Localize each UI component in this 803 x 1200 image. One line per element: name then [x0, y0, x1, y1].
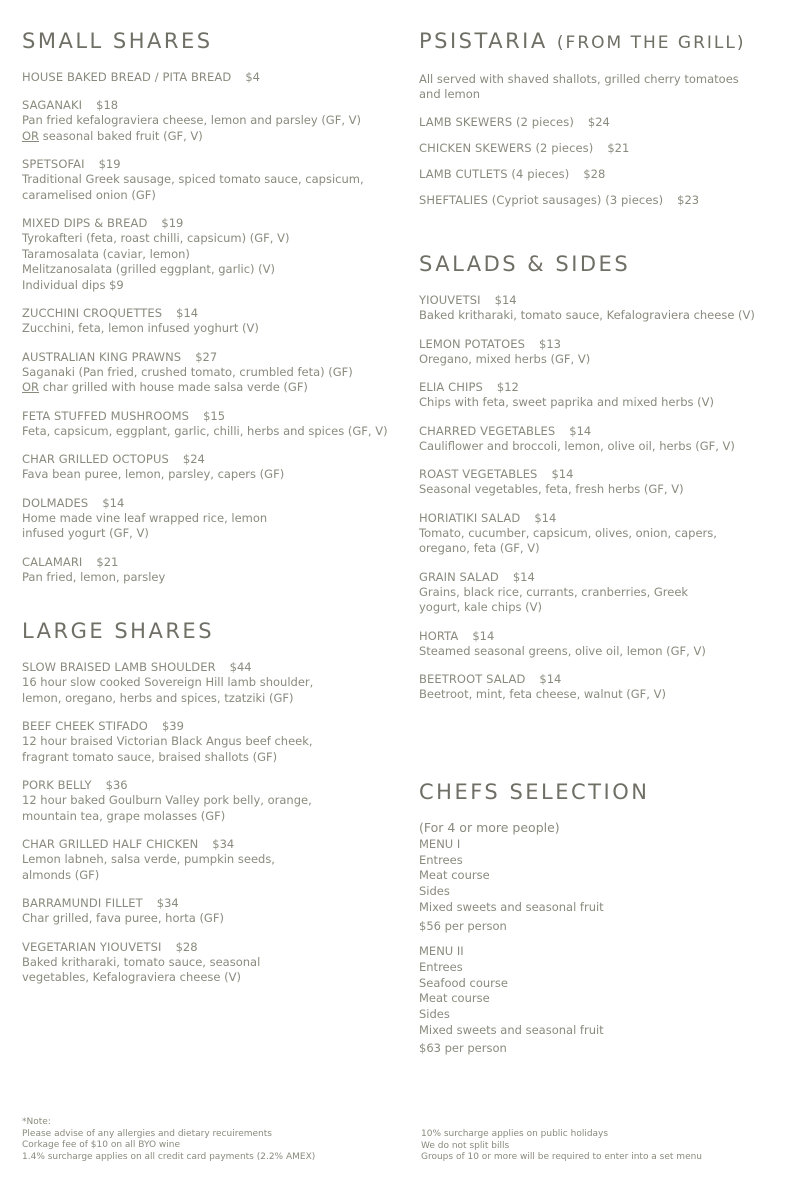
menu-item-name: MIXED DIPS & BREAD	[22, 216, 148, 230]
menu-item-header	[22, 70, 392, 85]
menu-item-price: $21	[96, 554, 119, 569]
underlined-word: OR	[22, 380, 40, 394]
description-text: fragrant tomato sauce, braised shallots (GF)	[22, 749, 278, 764]
menu-item-price: $14	[539, 672, 562, 686]
menu-item-name: VEGETARIAN YIOUVETSI	[22, 939, 162, 954]
menu-item-name: AUSTRALIAN KING PRAWNS	[22, 349, 182, 364]
description-line	[22, 247, 392, 263]
description-line	[419, 308, 789, 324]
description-text: Tyrokafteri (feta, roast chilli, capsicum) (GF, V)	[22, 231, 290, 245]
description-line	[22, 262, 392, 278]
salads-sides-list	[419, 293, 789, 703]
description-line	[22, 675, 392, 691]
description-line	[22, 970, 392, 986]
menu-item-name: PORK BELLY	[22, 778, 92, 792]
menu-item-description	[22, 231, 392, 293]
salads-sides-section	[419, 251, 789, 716]
menu-item-header	[419, 115, 789, 130]
set-menu-course: Mixed sweets and seasonal fruit	[419, 1022, 604, 1037]
set-menu-price: $63 per person	[419, 1041, 507, 1056]
menu-item	[419, 167, 789, 182]
description-text: Beetroot, mint, feta cheese, walnut (GF, V)	[419, 687, 666, 701]
menu-item-header	[22, 350, 392, 365]
description-line	[419, 541, 789, 557]
description-text: Baked kritharaki, tomato sauce, Kefalograviera cheese (V)	[419, 308, 755, 322]
menu-item-price: $14	[534, 510, 557, 525]
set-menu-name: MENU I	[419, 837, 461, 851]
description-text: lemon, oregano, herbs and spices, tzatziki (GF)	[22, 690, 294, 705]
description-text: Feta, capsicum, eggplant, garlic, chilli, herbs and spices (GF, V)	[22, 423, 388, 438]
note-line: Please advise of any allergies and dietary recuirements	[22, 1128, 272, 1139]
menu-item-price: $34	[156, 896, 179, 910]
menu-item-description	[22, 570, 392, 586]
menu-item-header	[22, 660, 392, 675]
menu-item-description	[419, 687, 789, 703]
menu-item	[22, 940, 392, 986]
description-line	[22, 113, 392, 129]
description-text: Home made vine leaf wrapped rice, lemon	[22, 510, 268, 525]
description-text: Traditional Greek sausage, spiced tomato sauce, capsicum,	[22, 172, 364, 186]
description-line	[22, 526, 392, 542]
menu-item-description	[419, 482, 789, 498]
menu-item-name: HORTA	[419, 628, 459, 643]
set-menu-course: Meat course	[419, 868, 490, 883]
menu-item-price: $4	[245, 70, 260, 84]
underlined-word: OR	[22, 128, 40, 143]
description-line	[419, 644, 789, 660]
description-text: Saganaki (Pan fried, crushed tomato, crumbled feta) (GF)	[22, 364, 353, 379]
description-text: char grilled with house made salsa verde (GF)	[39, 380, 308, 394]
menu-item-header	[419, 570, 789, 585]
description-line	[22, 852, 392, 868]
menu-item	[22, 719, 392, 765]
menu-item-description	[22, 365, 392, 396]
menu-item	[419, 115, 789, 130]
set-menu-course: Entrees	[419, 852, 463, 867]
description-line	[419, 439, 789, 455]
menu-item-description	[419, 439, 789, 455]
menu-item	[22, 778, 392, 824]
menu-item-description	[22, 675, 392, 706]
menu-item-price: $14	[512, 569, 535, 584]
description-text: Melitzanosalata (grilled eggplant, garlic) (V)	[22, 262, 276, 276]
description-text: Tomato, cucumber, capsicum, olives, onion, capers,	[419, 525, 717, 540]
description-text: Individual dips $9	[22, 277, 124, 292]
description-text: vegetables, Kefalograviera cheese (V)	[22, 970, 241, 984]
menu-item-header	[22, 719, 392, 734]
menu-item-name: LAMB CUTLETS (4 pieces)	[419, 167, 570, 181]
description-text: infused yogurt (GF, V)	[22, 526, 149, 540]
description-line	[419, 526, 789, 542]
menu-item-header	[22, 157, 392, 172]
menu-item-description	[22, 734, 392, 765]
set-menu-price: $56 per person	[419, 918, 507, 933]
menu-item	[419, 380, 789, 411]
menu-item-name: SAGANAKI	[22, 98, 83, 112]
menu-item-price: $14	[551, 467, 574, 481]
menu-item-name: SHEFTALIES (Cypriot sausages) (3 pieces)	[419, 193, 664, 207]
description-line	[22, 129, 392, 145]
menu-item-header	[419, 511, 789, 526]
menu-item	[419, 570, 789, 616]
menu-item-description	[22, 911, 392, 927]
menu-item-price: $24	[587, 115, 610, 129]
small-shares-list	[22, 70, 392, 585]
menu-item-header	[22, 409, 392, 424]
menu-item-name: BARRAMUNDI FILLET	[22, 896, 143, 910]
menu-item-header	[22, 837, 392, 852]
menu-item-price: $14	[102, 495, 125, 510]
set-menu	[419, 944, 789, 1057]
description-text: 12 hour braised Victorian Black Angus beef cheek,	[22, 734, 313, 748]
menu-item-name: LEMON POTATOES	[419, 336, 526, 351]
menu-item	[22, 350, 392, 396]
description-text: Pan fried kefalograviera cheese, lemon and parsley (GF, V)	[22, 113, 362, 127]
menu-item-price: $14	[494, 293, 517, 307]
menu-item	[22, 409, 392, 440]
description-text: 12 hour baked Goulburn Valley pork belly, orange,	[22, 793, 312, 807]
chefs-selection-lead: (For 4 or more people)	[419, 820, 560, 835]
description-line	[419, 395, 789, 411]
menu-item-header	[22, 98, 392, 113]
menu-item-description	[419, 308, 789, 324]
menu-item	[419, 424, 789, 455]
description-line	[22, 911, 392, 927]
psistaria-intro	[419, 72, 789, 102]
set-menu-course: Seafood course	[419, 975, 508, 990]
description-line	[22, 809, 392, 825]
menu-item-price: $15	[203, 408, 226, 423]
set-menu-course: Meat course	[419, 991, 490, 1006]
menu-item-name: ELIA CHIPS	[419, 380, 483, 394]
description-line	[22, 188, 392, 204]
description-text: Char grilled, fava puree, horta (GF)	[22, 911, 224, 925]
menu-item-description	[22, 955, 392, 986]
psistaria-section	[419, 28, 789, 219]
note-line: Corkage fee of $10 on all BYO wine	[22, 1140, 181, 1150]
menu-item-name: CALAMARI	[22, 554, 83, 569]
menu-item-description	[22, 852, 392, 883]
menu-item	[419, 467, 789, 498]
menu-item	[22, 157, 392, 203]
description-line	[22, 172, 392, 188]
menu-item-price: $28	[175, 939, 198, 954]
description-text: Chips with feta, sweet paprika and mixed herbs (V)	[419, 395, 714, 409]
menu-item-header	[419, 629, 789, 644]
menu-item-description	[22, 172, 392, 203]
large-shares-title: LARGE SHARES	[22, 619, 215, 643]
menu-item-header	[419, 337, 789, 352]
menu-item-description	[22, 113, 392, 144]
menu-item-header	[419, 193, 789, 208]
menu-item-name: ZUCCHINI CROQUETTES	[22, 306, 163, 320]
description-text: Zucchini, feta, lemon infused yoghurt (V)	[22, 321, 259, 335]
set-menu-course: Mixed sweets and seasonal fruit	[419, 899, 604, 914]
menu-item	[22, 98, 392, 144]
menu-item-header	[419, 467, 789, 482]
menu-item-price: $28	[583, 167, 606, 181]
psistaria-items	[419, 115, 789, 208]
description-text: 16 hour slow cooked Sovereign Hill lamb shoulder,	[22, 675, 314, 689]
menu-item	[419, 511, 789, 557]
description-line	[419, 600, 789, 616]
description-line	[419, 687, 789, 703]
description-text: Taramosalata (caviar, lemon)	[22, 246, 190, 261]
note-line: 1.4% surcharge applies on all credit card payments (2.2% AMEX)	[22, 1151, 316, 1162]
menu-item-description	[419, 644, 789, 660]
menu-item-description	[22, 793, 392, 824]
menu-item-price: $34	[212, 837, 235, 851]
description-text: caramelised onion (GF)	[22, 187, 156, 202]
menu-item-price: $14	[472, 628, 495, 643]
menu-item-header	[22, 216, 392, 231]
large-shares-section	[22, 618, 392, 999]
menu-item-description	[22, 467, 392, 483]
menu-item	[22, 896, 392, 927]
description-text: Pan fried, lemon, parsley	[22, 569, 166, 584]
menu-item-name: HORIATIKI SALAD	[419, 510, 521, 525]
menu-item-header	[22, 496, 392, 511]
note-line: *Note:	[22, 1117, 51, 1127]
psistaria-intro-line: All served with shaved shallots, grilled cherry tomatoes	[419, 72, 739, 86]
menu-item-price: $19	[98, 157, 121, 171]
menu-item-description	[419, 526, 789, 557]
description-line	[419, 482, 789, 498]
menu-item-description	[419, 585, 789, 616]
description-line	[22, 380, 392, 396]
menu-item-description	[22, 321, 392, 337]
description-text: Oregano, mixed herbs (GF, V)	[419, 351, 591, 366]
description-text: Steamed seasonal greens, olive oil, lemon (GF, V)	[419, 643, 706, 658]
menu-item-description	[419, 395, 789, 411]
menu-item-price: $14	[176, 306, 199, 320]
psistaria-list	[419, 72, 789, 208]
menu-item-price: $14	[569, 423, 592, 438]
description-line	[419, 352, 789, 368]
set-menu-course: Sides	[419, 884, 450, 899]
menu-item-name: CHAR GRILLED OCTOPUS	[22, 452, 169, 466]
description-text: Seasonal vegetables, feta, fresh herbs (GF, V)	[419, 482, 684, 496]
menu-item-price: $19	[161, 216, 184, 230]
description-text: Cauliflower and broccoli, lemon, olive oil, herbs (GF, V)	[419, 438, 735, 453]
menu-item-price: $21	[607, 141, 630, 155]
psistaria-title	[419, 28, 789, 56]
menu-item	[22, 496, 392, 542]
menu-item-name: CHICKEN SKEWERS (2 pieces)	[419, 141, 594, 155]
menu-item	[419, 193, 789, 208]
menu-item-header	[419, 293, 789, 308]
menu-item-header	[419, 167, 789, 182]
menu-item-price: $44	[229, 660, 252, 674]
set-menu	[419, 837, 789, 934]
menu-item-name: ROAST VEGETABLES	[419, 467, 538, 481]
small-shares-section	[22, 28, 392, 598]
menu-item-header	[22, 896, 392, 911]
set-menu-course: Sides	[419, 1007, 450, 1022]
menu-item	[419, 672, 789, 703]
menu-item-price: $36	[105, 778, 128, 792]
description-text: almonds (GF)	[22, 867, 100, 882]
description-line	[22, 511, 392, 527]
menu-item	[22, 660, 392, 706]
description-line	[419, 585, 789, 601]
menu-item-price: $39	[161, 719, 184, 733]
menu-item-header	[419, 672, 789, 687]
description-text: Fava bean puree, lemon, parsley, capers (GF)	[22, 467, 285, 481]
menu-item	[22, 837, 392, 883]
menu-item-price: $24	[182, 452, 205, 466]
menu-item-name: YIOUVETSI	[419, 293, 481, 307]
note-line: 10% surcharge applies on public holidays	[421, 1129, 609, 1139]
large-shares-list	[22, 660, 392, 986]
description-text: mountain tea, grape molasses (GF)	[22, 808, 226, 823]
menu-item-price: $18	[96, 98, 119, 112]
menu-item-name: CHARRED VEGETABLES	[419, 423, 556, 438]
chefs-menus	[419, 837, 789, 1057]
menu-item-name: SLOW BRAISED LAMB SHOULDER	[22, 660, 216, 674]
description-line	[22, 321, 392, 337]
menu-item-name: BEEF CHEEK STIFADO	[22, 719, 148, 733]
description-text: Baked kritharaki, tomato sauce, seasonal	[22, 954, 261, 969]
description-text: seasonal baked fruit (GF, V)	[39, 128, 203, 143]
menu-item-header	[22, 306, 392, 321]
description-line	[22, 231, 392, 247]
menu-item-name: CHAR GRILLED HALF CHICKEN	[22, 837, 199, 851]
chefs-selection-title: CHEFS SELECTION	[419, 780, 650, 804]
chefs-selection-body	[419, 819, 789, 1057]
menu-item-price: $13	[539, 336, 561, 351]
psistaria-subtitle: (FROM THE GRILL)	[556, 33, 746, 53]
set-menu-name: MENU II	[419, 944, 464, 959]
description-text: Grains, black rice, currants, cranberries, Greek	[419, 584, 689, 599]
description-line	[22, 955, 392, 971]
set-menu-course: Entrees	[419, 959, 463, 974]
menu-item-price: $23	[677, 193, 700, 207]
menu-item-name: GRAIN SALAD	[419, 569, 499, 584]
note-line: Groups of 10 or more will be required to enter into a set menu	[421, 1152, 703, 1162]
menu-item-name: FETA STUFFED MUSHROOMS	[22, 408, 190, 423]
menu-item-price: $27	[195, 349, 218, 364]
menu-item-name: HOUSE BAKED BREAD / PITA BREAD	[22, 70, 232, 84]
description-text: Lemon labneh, salsa verde, pumpkin seeds,	[22, 852, 275, 866]
menu-item	[419, 337, 789, 368]
description-line	[22, 570, 392, 586]
psistaria-title-text: PSISTARIA	[419, 29, 548, 53]
menu-item-description	[22, 511, 392, 542]
chefs-selection-section	[419, 779, 789, 1067]
description-text: oregano, feta (GF, V)	[419, 541, 540, 555]
salads-sides-title: SALADS & SIDES	[419, 252, 631, 276]
menu-item	[22, 452, 392, 483]
menu-item-header	[22, 940, 392, 955]
description-line	[22, 734, 392, 750]
menu-item	[22, 216, 392, 293]
menu-item	[22, 70, 392, 85]
description-line	[22, 365, 392, 381]
menu-item-header	[22, 452, 392, 467]
menu-item-price: $12	[496, 380, 519, 394]
menu-item-header	[22, 778, 392, 793]
menu-item	[419, 141, 789, 156]
menu-item-description	[419, 352, 789, 368]
description-line	[22, 467, 392, 483]
small-shares-title: SMALL SHARES	[22, 29, 213, 53]
menu-item-header	[419, 380, 789, 395]
menu-item-name: DOLMADES	[22, 495, 89, 510]
menu-item-name: BEETROOT SALAD	[419, 672, 526, 686]
psistaria-intro-line: and lemon	[419, 87, 481, 101]
menu-item-description	[22, 424, 392, 440]
description-line	[22, 750, 392, 766]
description-line	[22, 691, 392, 707]
menu-item-name: LAMB SKEWERS (2 pieces)	[419, 115, 574, 129]
menu-item	[419, 629, 789, 660]
description-line	[22, 278, 392, 294]
menu-item-header	[22, 555, 392, 570]
description-line	[22, 793, 392, 809]
description-text: yogurt, kale chips (V)	[419, 600, 543, 614]
description-line	[22, 868, 392, 884]
menu-item-name: SPETSOFAI	[22, 157, 85, 171]
menu-item	[22, 555, 392, 586]
notes-right	[421, 1129, 702, 1164]
description-line	[22, 424, 392, 440]
menu-item-header	[419, 141, 789, 156]
menu-item	[22, 306, 392, 337]
notes-left	[22, 1117, 315, 1163]
note-line: We do not split bills	[421, 1140, 510, 1151]
menu-item	[419, 293, 789, 324]
menu-item-header	[419, 424, 789, 439]
